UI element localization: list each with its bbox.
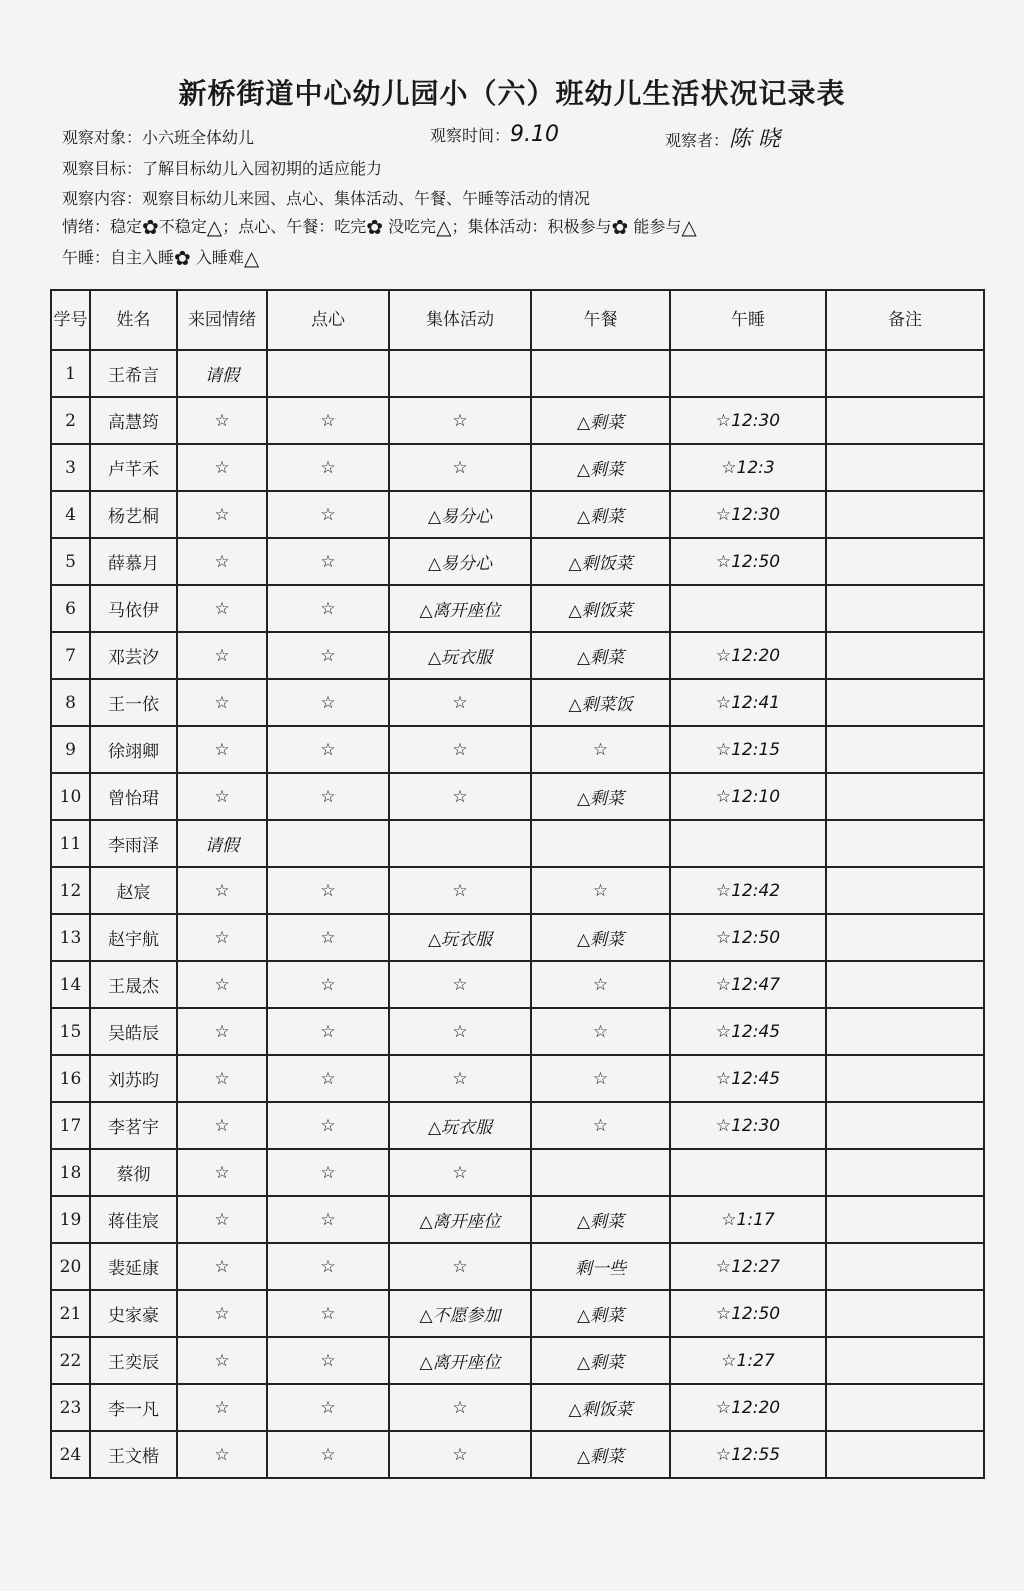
snack-cell [267,820,389,867]
arrival-cell: ☆ [177,773,267,820]
group-cell: ☆ [389,773,531,820]
student-number: 14 [51,961,90,1008]
group-cell: △离开座位 [389,1337,531,1384]
nap-cell: ☆12:30 [670,397,826,444]
student-name: 卢芊禾 [90,444,177,491]
student-name: 徐翊卿 [90,726,177,773]
student-name: 曾怡珺 [90,773,177,820]
header-cell: 午睡 [670,290,826,350]
student-number: 4 [51,491,90,538]
observer-block [665,122,780,153]
table-row [51,1008,984,1055]
table-row [51,1243,984,1290]
arrival-cell: ☆ [177,1102,267,1149]
lunch-cell: ☆ [531,1008,670,1055]
note-cell [826,491,984,538]
note-cell [826,867,984,914]
triangle-icon: △ [436,215,452,239]
snack-cell: ☆ [267,914,389,961]
note-cell [826,820,984,867]
note-cell [826,679,984,726]
arrival-cell: ☆ [177,397,267,444]
nap-cell: ☆12:41 [670,679,826,726]
time-block [430,122,559,147]
table-row [51,1149,984,1196]
lunch-cell: △剩菜 [531,632,670,679]
goal-line [62,156,382,179]
lunch-cell: △剩菜 [531,914,670,961]
student-number: 15 [51,1008,90,1055]
time-value: 9.10 [510,122,559,147]
legend-text: ；点心、午餐：吃完 [222,217,367,236]
lunch-cell: ☆ [531,726,670,773]
note-cell [826,1196,984,1243]
student-name: 裴延康 [90,1243,177,1290]
header-cell: 点心 [267,290,389,350]
table-row [51,1337,984,1384]
student-number: 10 [51,773,90,820]
student-number: 1 [51,350,90,397]
student-name: 蒋佳宸 [90,1196,177,1243]
group-cell: ☆ [389,1243,531,1290]
lunch-cell: ☆ [531,867,670,914]
group-cell: △易分心 [389,491,531,538]
table-row [51,1290,984,1337]
student-name: 赵宇航 [90,914,177,961]
nap-cell [670,820,826,867]
student-name: 李茗宇 [90,1102,177,1149]
header-cell: 姓名 [90,290,177,350]
lunch-cell: △剩菜 [531,1431,670,1478]
snack-cell: ☆ [267,961,389,1008]
nap-cell: ☆12:20 [670,1384,826,1431]
group-cell [389,820,531,867]
group-cell: ☆ [389,1149,531,1196]
table-row [51,914,984,961]
lunch-cell: 剩一些 [531,1243,670,1290]
student-number: 23 [51,1384,90,1431]
snack-cell: ☆ [267,1384,389,1431]
flower-icon: ✿ [174,246,191,270]
group-cell: ☆ [389,1431,531,1478]
arrival-cell: ☆ [177,1337,267,1384]
header-cell: 来园情绪 [177,290,267,350]
content-value: 观察目标幼儿来园、点心、集体活动、午餐、午睡等活动的情况 [142,189,591,208]
student-name: 王文楷 [90,1431,177,1478]
lunch-cell [531,1149,670,1196]
nap-cell: ☆1:27 [670,1337,826,1384]
snack-cell: ☆ [267,1290,389,1337]
legend-text: 入睡难 [190,248,244,267]
observer-signature: 陈 晓 [729,127,781,152]
student-name: 吴皓辰 [90,1008,177,1055]
arrival-cell: ☆ [177,1008,267,1055]
lunch-cell: △剩菜 [531,397,670,444]
arrival-cell: ☆ [177,1290,267,1337]
arrival-cell: ☆ [177,1243,267,1290]
note-cell [826,1431,984,1478]
nap-cell: ☆1:17 [670,1196,826,1243]
arrival-cell: ☆ [177,914,267,961]
group-cell: ☆ [389,1384,531,1431]
arrival-cell: ☆ [177,726,267,773]
lunch-cell: △剩菜 [531,491,670,538]
time-label: 观察时间： [430,126,511,145]
lunch-cell: △剩菜饭 [531,679,670,726]
flower-icon: ✿ [611,215,629,239]
snack-cell: ☆ [267,1243,389,1290]
group-cell: ☆ [389,1008,531,1055]
arrival-cell: ☆ [177,867,267,914]
legend-line-1 [62,214,697,237]
lunch-cell: △剩菜 [531,1337,670,1384]
nap-cell: ☆12:42 [670,867,826,914]
content-line [62,186,590,209]
note-cell [826,1055,984,1102]
snack-cell [267,350,389,397]
student-name: 马依伊 [90,585,177,632]
arrival-cell: ☆ [177,1431,267,1478]
snack-cell: ☆ [267,444,389,491]
flower-icon: ✿ [366,215,383,239]
nap-cell: ☆12:27 [670,1243,826,1290]
lunch-cell: ☆ [531,961,670,1008]
arrival-cell: ☆ [177,1196,267,1243]
snack-cell: ☆ [267,538,389,585]
goal-value: 了解目标幼儿入园初期的适应能力 [142,159,383,178]
note-cell [826,1149,984,1196]
note-cell [826,538,984,585]
table-row [51,350,984,397]
nap-cell: ☆12:50 [670,538,826,585]
note-cell [826,773,984,820]
table-row [51,1196,984,1243]
lunch-cell: △剩菜 [531,773,670,820]
table-row [51,538,984,585]
student-number: 2 [51,397,90,444]
nap-cell [670,1149,826,1196]
arrival-cell: ☆ [177,538,267,585]
table-row [51,632,984,679]
snack-cell: ☆ [267,773,389,820]
snack-cell: ☆ [267,1337,389,1384]
snack-cell: ☆ [267,1008,389,1055]
arrival-cell: ☆ [177,491,267,538]
lunch-cell: △剩菜 [531,1196,670,1243]
student-name: 王奕辰 [90,1337,177,1384]
content-label: 观察内容： [62,189,143,208]
table-row [51,397,984,444]
nap-cell: ☆12:20 [670,632,826,679]
nap-cell: ☆12:50 [670,914,826,961]
group-cell: △离开座位 [389,585,531,632]
group-cell: ☆ [389,726,531,773]
student-number: 8 [51,679,90,726]
table-row [51,1384,984,1431]
note-cell [826,1337,984,1384]
group-cell: △不愿参加 [389,1290,531,1337]
snack-cell: ☆ [267,1196,389,1243]
note-cell [826,444,984,491]
flower-icon: ✿ [142,215,159,239]
lunch-cell: △剩饭菜 [531,1384,670,1431]
student-name: 赵宸 [90,867,177,914]
table-row [51,820,984,867]
student-number: 20 [51,1243,90,1290]
legend-text: 午睡：自主入睡 [62,248,175,267]
table-header-row [51,290,984,350]
snack-cell: ☆ [267,1431,389,1478]
student-number: 7 [51,632,90,679]
legend-text: 能参与 [628,217,682,236]
note-cell [826,1102,984,1149]
table-row [51,773,984,820]
meta-line-1 [62,125,254,148]
arrival-cell: ☆ [177,1384,267,1431]
lunch-cell: △剩菜 [531,444,670,491]
arrival-cell: ☆ [177,444,267,491]
note-cell [826,350,984,397]
student-number: 17 [51,1102,90,1149]
group-cell [389,350,531,397]
triangle-icon: △ [681,215,697,239]
nap-cell: ☆12:47 [670,961,826,1008]
table-row [51,444,984,491]
legend-text: ；集体活动：积极参与 [451,217,612,236]
triangle-icon: △ [206,215,223,239]
group-cell: ☆ [389,1055,531,1102]
arrival-cell: ☆ [177,585,267,632]
nap-cell: ☆12:15 [670,726,826,773]
student-number: 19 [51,1196,90,1243]
student-number: 3 [51,444,90,491]
subject-label: 观察对象： [62,128,143,147]
goal-label: 观察目标： [62,159,143,178]
legend-line-2 [62,245,259,268]
snack-cell: ☆ [267,491,389,538]
header-cell: 学号 [51,290,90,350]
arrival-cell: ☆ [177,1149,267,1196]
note-cell [826,961,984,1008]
nap-cell: ☆12:10 [670,773,826,820]
legend-text: 情绪：稳定 [62,217,143,236]
nap-cell: ☆12:30 [670,1102,826,1149]
student-name: 史家豪 [90,1290,177,1337]
note-cell [826,1290,984,1337]
snack-cell: ☆ [267,726,389,773]
arrival-cell: ☆ [177,1055,267,1102]
legend-text: 没吃完 [382,217,437,236]
group-cell: ☆ [389,397,531,444]
arrival-cell: 请假 [177,820,267,867]
lunch-cell: △剩饭菜 [531,585,670,632]
table-row [51,585,984,632]
nap-cell: ☆12:55 [670,1431,826,1478]
group-cell: △玩衣服 [389,1102,531,1149]
arrival-cell: ☆ [177,961,267,1008]
note-cell [826,585,984,632]
lunch-cell [531,820,670,867]
record-table [50,289,985,1479]
group-cell: △离开座位 [389,1196,531,1243]
page-title: 新桥街道中心幼儿园小（六）班幼儿生活状况记录表 [178,77,846,110]
group-cell: △玩衣服 [389,632,531,679]
lunch-cell: ☆ [531,1055,670,1102]
snack-cell: ☆ [267,585,389,632]
note-cell [826,1008,984,1055]
student-number: 13 [51,914,90,961]
snack-cell: ☆ [267,867,389,914]
group-cell: ☆ [389,961,531,1008]
student-number: 21 [51,1290,90,1337]
table-row [51,679,984,726]
table-row [51,491,984,538]
arrival-cell: 请假 [177,350,267,397]
student-number: 22 [51,1337,90,1384]
table-row [51,1055,984,1102]
nap-cell [670,350,826,397]
note-cell [826,726,984,773]
nap-cell: ☆12:30 [670,491,826,538]
table-row [51,1102,984,1149]
student-number: 16 [51,1055,90,1102]
group-cell: ☆ [389,444,531,491]
student-number: 11 [51,820,90,867]
lunch-cell [531,350,670,397]
lunch-cell: △剩饭菜 [531,538,670,585]
student-name: 高慧筠 [90,397,177,444]
snack-cell: ☆ [267,679,389,726]
note-cell [826,632,984,679]
nap-cell: ☆12:3 [670,444,826,491]
note-cell [826,397,984,444]
note-cell [826,1384,984,1431]
group-cell: ☆ [389,679,531,726]
note-cell [826,1243,984,1290]
group-cell: ☆ [389,867,531,914]
triangle-icon: △ [243,246,260,270]
student-name: 王晟杰 [90,961,177,1008]
student-name: 李雨泽 [90,820,177,867]
student-number: 6 [51,585,90,632]
student-name: 王希言 [90,350,177,397]
note-cell [826,914,984,961]
student-number: 18 [51,1149,90,1196]
snack-cell: ☆ [267,1055,389,1102]
student-number: 9 [51,726,90,773]
snack-cell: ☆ [267,397,389,444]
subject-value: 小六班全体幼儿 [142,128,255,147]
snack-cell: ☆ [267,632,389,679]
table-row [51,961,984,1008]
table-row [51,726,984,773]
student-number: 24 [51,1431,90,1478]
lunch-cell: △剩菜 [531,1290,670,1337]
nap-cell: ☆12:45 [670,1008,826,1055]
student-name: 邓芸汐 [90,632,177,679]
student-name: 王一依 [90,679,177,726]
snack-cell: ☆ [267,1102,389,1149]
nap-cell [670,585,826,632]
student-number: 5 [51,538,90,585]
table-row [51,867,984,914]
table-row [51,1431,984,1478]
observer-label: 观察者： [665,131,730,150]
group-cell: △玩衣服 [389,914,531,961]
student-name: 刘苏昀 [90,1055,177,1102]
snack-cell: ☆ [267,1149,389,1196]
student-number: 12 [51,867,90,914]
nap-cell: ☆12:45 [670,1055,826,1102]
arrival-cell: ☆ [177,632,267,679]
student-name: 蔡彻 [90,1149,177,1196]
header-cell: 集体活动 [389,290,531,350]
arrival-cell: ☆ [177,679,267,726]
header-cell: 备注 [826,290,984,350]
student-name: 薛慕月 [90,538,177,585]
nap-cell: ☆12:50 [670,1290,826,1337]
legend-text: 不稳定 [158,217,207,236]
student-name: 杨艺桐 [90,491,177,538]
lunch-cell: ☆ [531,1102,670,1149]
header-cell: 午餐 [531,290,670,350]
student-name: 李一凡 [90,1384,177,1431]
group-cell: △易分心 [389,538,531,585]
